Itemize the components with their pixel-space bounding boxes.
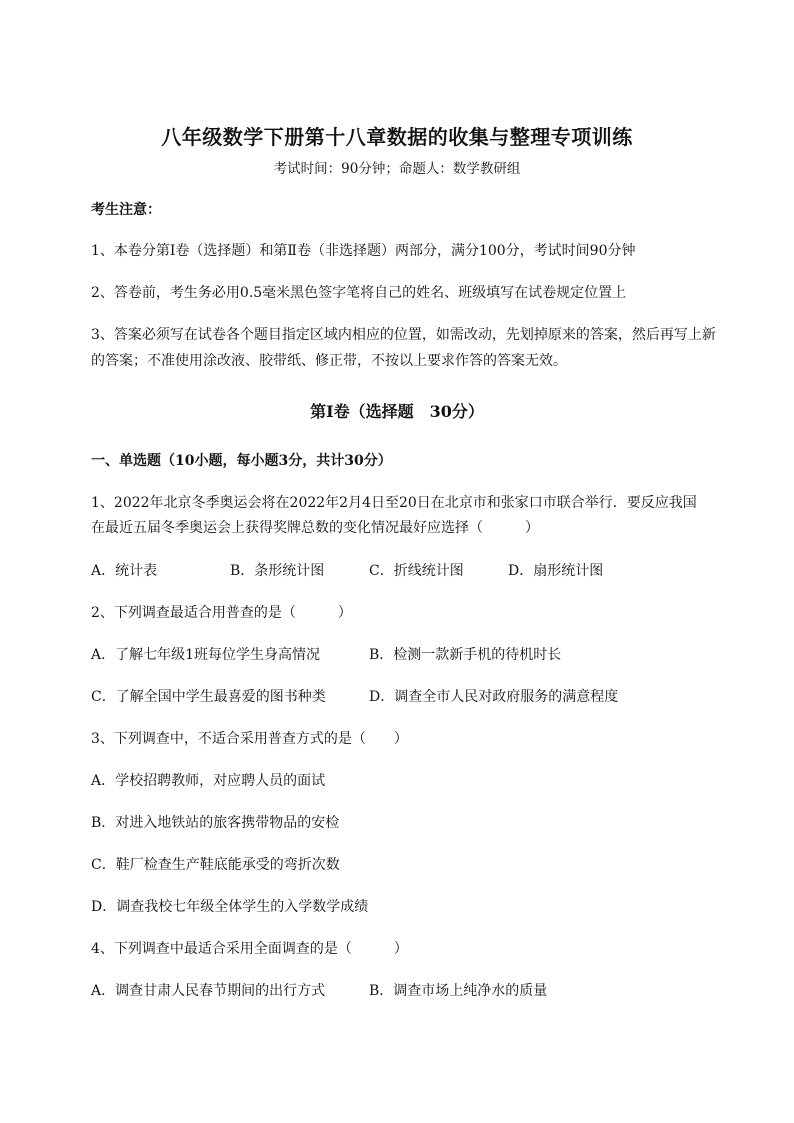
part-heading: 一、单选题（10小题，每小题3分，共计30分） <box>91 453 392 469</box>
notice-item: 的答案；不准使用涂改液、胶带纸、修正带，不按以上要求作答的答案无效。 <box>91 353 567 369</box>
page-title: 八年级数学下册第十八章数据的收集与整理专项训练 <box>161 125 633 149</box>
question-2-option-a[interactable]: A．了解七年级1班每位学生身高情况 <box>91 647 321 663</box>
notice-heading: 考生注意： <box>91 202 161 218</box>
notice-item: 3、答案必须写在试卷各个题目指定区域内相应的位置，如需改动，先划掉原来的答案，然后再写上新 <box>91 327 716 343</box>
notice-item: 2、答卷前，考生务必用0.5毫米黑色签字笔将自己的姓名、班级填写在试卷规定位置上 <box>91 285 627 301</box>
question-3-option-c[interactable]: C．鞋厂检查生产鞋底能承受的弯折次数 <box>91 857 340 873</box>
exam-subtitle: 考试时间：90分钟；命题人：数学教研组 <box>273 161 521 177</box>
question-1-option-b[interactable]: B．条形统计图 <box>230 563 325 579</box>
question-1-stem: 1、2022年北京冬季奥运会将在2022年2月4日至20日在北京市和张家口市联合举行．要反应我国 <box>91 495 697 511</box>
notice-item: 1、本卷分第Ⅰ卷（选择题）和第Ⅱ卷（非选择题）两部分，满分100分，考试时间90分钟 <box>91 243 636 259</box>
question-3-option-b[interactable]: B．对进入地铁站的旅客携带物品的安检 <box>91 815 340 831</box>
section-title: 第Ⅰ卷（选择题 30分） <box>310 402 484 421</box>
question-2-stem: 2、下列调查最适合用普查的是（ ） <box>91 605 352 621</box>
question-2-option-b[interactable]: B．检测一款新手机的待机时长 <box>369 647 562 663</box>
question-1-stem: 在最近五届冬季奥运会上获得奖牌总数的变化情况最好应选择（ ） <box>91 520 539 536</box>
question-4-option-b[interactable]: B．调查市场上纯净水的质量 <box>369 983 548 999</box>
question-3-stem: 3、下列调查中，不适合采用普查方式的是（ ） <box>91 731 408 747</box>
question-4-option-a[interactable]: A．调查甘肃人民春节期间的出行方式 <box>91 983 326 999</box>
question-4-stem: 4、下列调查中最适合采用全面调查的是（ ） <box>91 941 408 957</box>
question-2-option-c[interactable]: C．了解全国中学生最喜爱的图书种类 <box>91 689 326 705</box>
question-1-option-c[interactable]: C．折线统计图 <box>369 563 464 579</box>
question-3-option-d[interactable]: D．调查我校七年级全体学生的入学数学成绩 <box>91 899 369 915</box>
question-1-option-a[interactable]: A．统计表 <box>91 563 158 579</box>
question-3-option-a[interactable]: A．学校招聘教师，对应聘人员的面试 <box>91 773 326 789</box>
question-2-option-d[interactable]: D．调查全市人民对政府服务的满意程度 <box>369 689 619 705</box>
question-1-option-d[interactable]: D．扇形统计图 <box>508 563 604 579</box>
